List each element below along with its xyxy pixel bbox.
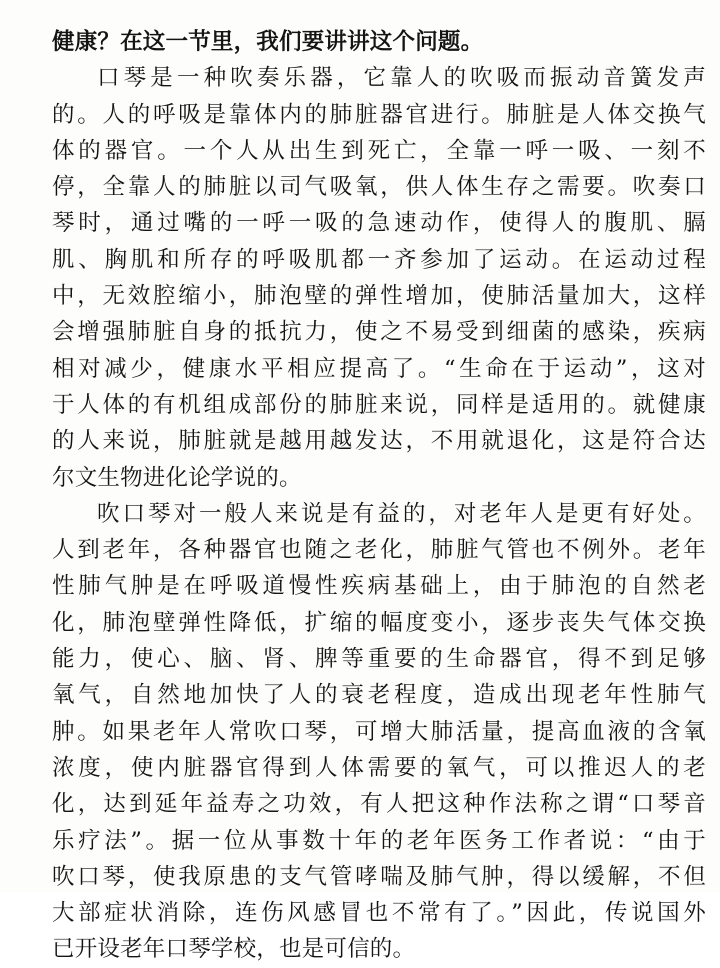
body-text bbox=[52, 24, 706, 968]
text-line: 肿。如果老年人常吹口琴，可增大肺活量，提高血液的含氧 bbox=[52, 718, 706, 745]
text-line: 已开设老年口琴学校，也是可信的。 bbox=[52, 936, 416, 963]
text-line: 化，肺泡壁弹性降低，扩缩的幅度变小，逐步丧失气体交换 bbox=[52, 609, 706, 636]
text-line: 性肺气肿是在呼吸道慢性疾病基础上，由于肺泡的自然老 bbox=[52, 573, 706, 600]
text-line: 乐疗法”。据一位从事数十年的老年医务工作者说：“由于 bbox=[52, 827, 706, 854]
text-line: 会增强肺脏自身的抵抗力，使之不易受到细菌的感染，疾病 bbox=[52, 319, 706, 346]
text-line: 浓度，使内脏器官得到人体需要的氧气，可以推迟人的老 bbox=[52, 754, 706, 781]
text-line: 相对减少，健康水平相应提高了。“生命在于运动”，这对 bbox=[52, 355, 706, 382]
paragraph bbox=[52, 496, 706, 968]
text-line: 口琴是一种吹奏乐器，它靠人的吹吸而振动音簧发声 bbox=[97, 65, 706, 92]
text-line: 化，达到延年益寿之功效，有人把这种作法称之谓“口琴音 bbox=[52, 791, 706, 818]
text-line: 于人体的有机组成部份的肺脏来说，同样是适用的。就健康 bbox=[52, 391, 706, 418]
text-line: 能力，使心、脑、肾、脾等重要的生命器官，得不到足够 bbox=[52, 646, 706, 673]
text-line: 健康？在这一节里，我们要讲讲这个问题。 bbox=[52, 29, 484, 55]
text-line: 吹口琴，使我原患的支气管哮喘及肺气肿，得以缓解，不但 bbox=[52, 863, 706, 890]
text-line: 大部症状消除，连伤风感冒也不常有了。”因此，传说国外 bbox=[52, 900, 706, 927]
text-line: 氧气，自然地加快了人的衰老程度，造成出现老年性肺气 bbox=[52, 682, 706, 709]
text-line: 人到老年，各种器官也随之老化，肺脏气管也不例外。老年 bbox=[52, 537, 706, 564]
text-line: 琴时，通过嘴的一呼一吸的急速动作，使得人的腹肌、膈 bbox=[52, 210, 706, 237]
text-line: 中，无效腔缩小，肺泡壁的弹性增加，使肺活量加大，这样 bbox=[52, 283, 706, 310]
text-line: 吹口琴对一般人来说是有益的，对老年人是更有好处。 bbox=[97, 500, 706, 527]
text-line: 体的器官。一个人从出生到死亡，全靠一呼一吸、一刻不 bbox=[52, 137, 706, 164]
paragraph bbox=[52, 60, 706, 496]
text-line: 的人来说，肺脏就是越用越发达，不用就退化，这是符合达 bbox=[52, 428, 706, 455]
text-line: 停，全靠人的肺脏以司气吸氧，供人体生存之需要。吹奏口 bbox=[52, 174, 706, 201]
text-line: 的。人的呼吸是靠体内的肺脏器官进行。肺脏是人体交换气 bbox=[52, 101, 706, 128]
text-line: 肌、胸肌和所存的呼吸肌都一齐参加了运动。在运动过程 bbox=[52, 246, 706, 273]
text-line: 尔文生物进化论学说的。 bbox=[52, 464, 302, 491]
paragraph bbox=[52, 24, 706, 60]
